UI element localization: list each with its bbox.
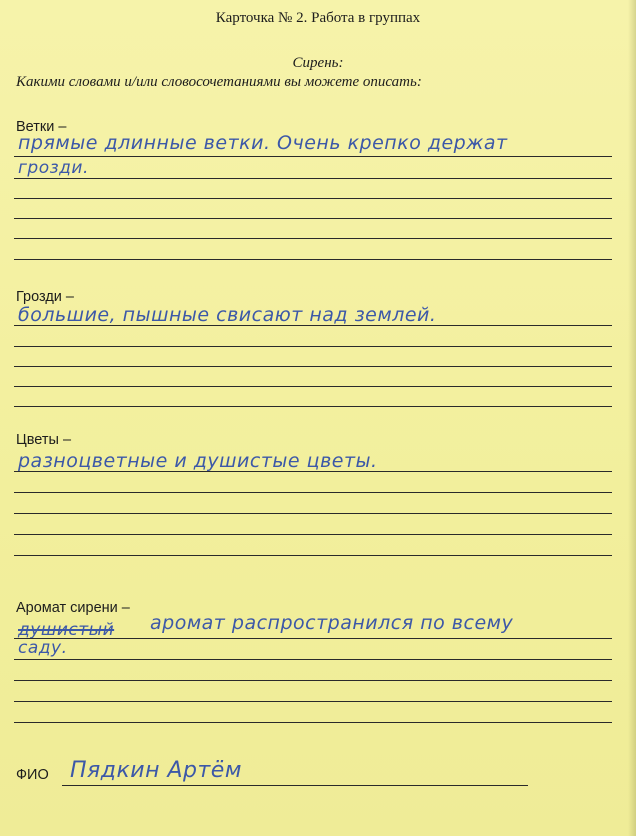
section-label-clusters: Грозди – bbox=[16, 289, 74, 305]
card-question: Какими словами и/или словосочетаниями вы можете описать: bbox=[16, 74, 422, 90]
answer-aroma-line2: саду. bbox=[18, 638, 68, 658]
answer-clusters-line1: большие, пышные свисают над землей. bbox=[18, 304, 437, 326]
answer-line bbox=[14, 178, 612, 179]
answer-line bbox=[14, 659, 612, 660]
answer-line bbox=[14, 198, 612, 199]
answer-line bbox=[14, 346, 612, 347]
section-label-flowers: Цветы – bbox=[16, 432, 72, 448]
answer-line bbox=[14, 680, 612, 681]
answer-line bbox=[14, 555, 612, 556]
fio-line bbox=[62, 785, 528, 786]
answer-line bbox=[14, 701, 612, 702]
answer-line bbox=[14, 471, 612, 472]
section-label-branches: Ветки – bbox=[16, 119, 67, 135]
section-label-aroma: Аромат сирени – bbox=[16, 600, 130, 616]
answer-line bbox=[14, 638, 612, 639]
paper-edge bbox=[628, 0, 636, 836]
answer-line bbox=[14, 534, 612, 535]
answer-line bbox=[14, 156, 612, 157]
answer-aroma-struck-word: душистый bbox=[18, 620, 115, 640]
answer-line bbox=[14, 492, 612, 493]
answer-line bbox=[14, 218, 612, 219]
answer-line bbox=[14, 513, 612, 514]
answer-flowers-line1: разноцветные и душистые цветы. bbox=[18, 450, 378, 472]
answer-line bbox=[14, 386, 612, 387]
fio-name: Пядкин Артём bbox=[70, 758, 242, 783]
answer-line bbox=[14, 366, 612, 367]
answer-line bbox=[14, 722, 612, 723]
answer-branches-line1: прямые длинные ветки. Очень крепко держат bbox=[18, 132, 508, 154]
answer-branches-line2: грозди. bbox=[18, 158, 89, 178]
answer-line bbox=[14, 325, 612, 326]
card-subtitle: Сирень: bbox=[292, 55, 344, 71]
answer-line bbox=[14, 259, 612, 260]
card-title: Карточка № 2. Работа в группах bbox=[215, 10, 421, 26]
answer-aroma-line1: аромат распространился по всему bbox=[150, 612, 514, 634]
fio-label: ФИО bbox=[16, 767, 49, 783]
answer-line bbox=[14, 406, 612, 407]
answer-line bbox=[14, 238, 612, 239]
